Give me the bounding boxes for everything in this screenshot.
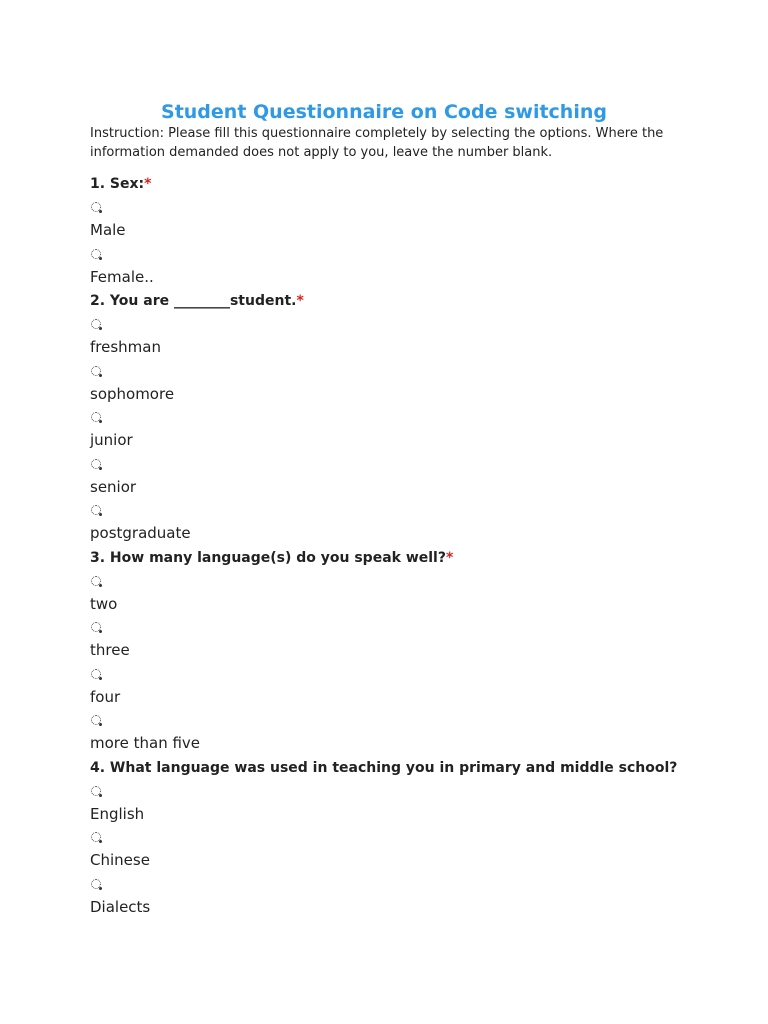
option-label-english: English (90, 804, 145, 823)
option-label-sophomore: sophomore (90, 384, 175, 403)
radio-icon[interactable] (91, 249, 101, 259)
radio-four[interactable] (90, 663, 730, 686)
required-marker: * (144, 176, 152, 192)
option-label-female: Female.. (90, 267, 154, 286)
question-teaching-language (90, 756, 730, 920)
question-label: 4. What language was used in teaching you in primary and middle school? (90, 759, 678, 776)
radio-english[interactable] (90, 780, 730, 803)
radio-icon[interactable] (91, 412, 101, 422)
radio-icon[interactable] (91, 459, 101, 469)
radio-icon[interactable] (91, 786, 101, 796)
radio-icon[interactable] (91, 366, 101, 376)
option-label-four: four (90, 687, 121, 706)
option-label-chinese: Chinese (90, 851, 150, 869)
radio-icon[interactable] (91, 576, 101, 586)
radio-icon[interactable] (91, 202, 101, 212)
radio-icon[interactable] (91, 622, 101, 632)
question-label: 1. Sex:* (90, 176, 152, 192)
required-marker: * (445, 549, 454, 566)
option-label-postgraduate: postgraduate (90, 524, 191, 542)
required-marker: * (296, 293, 304, 309)
radio-two[interactable] (90, 570, 730, 593)
option-label-junior: junior (90, 431, 133, 449)
radio-sophomore[interactable] (90, 360, 730, 383)
radio-icon[interactable] (91, 669, 101, 679)
radio-icon[interactable] (91, 879, 101, 889)
question-sex (90, 172, 730, 289)
radio-three[interactable] (90, 616, 730, 639)
question-label: 2. You are ________student.* (90, 293, 304, 309)
radio-freshman[interactable] (90, 313, 730, 336)
radio-icon[interactable] (91, 715, 101, 725)
option-label-male: Male (90, 221, 126, 239)
question-languages-count (90, 546, 730, 756)
option-label-more-than-five: more than five (90, 734, 201, 752)
radio-postgraduate[interactable] (90, 499, 730, 522)
question-label: 3. How many language(s) do you speak well?* (90, 549, 454, 566)
instruction-text: Instruction: Please fill this questionnaire completely by selecting the options. Where the information demanded does not apply to you, leave the number blank. (90, 126, 664, 160)
radio-icon[interactable] (91, 319, 101, 329)
option-label-senior: senior (90, 477, 137, 496)
radio-female[interactable] (90, 243, 730, 266)
radio-more-than-five[interactable] (90, 709, 730, 732)
radio-dialects[interactable] (90, 873, 730, 896)
radio-icon[interactable] (91, 505, 101, 515)
radio-icon[interactable] (91, 832, 101, 842)
page-title: Student Questionnaire on Code switching (161, 101, 607, 123)
radio-junior[interactable] (90, 406, 730, 429)
question-list (90, 172, 730, 919)
radio-chinese[interactable] (90, 826, 730, 849)
radio-senior[interactable] (90, 453, 730, 476)
option-label-three: three (90, 641, 130, 659)
question-student-year (90, 289, 730, 546)
option-label-two: two (90, 594, 118, 613)
radio-male[interactable] (90, 196, 730, 219)
option-label-freshman: freshman (90, 338, 161, 356)
option-label-dialects: Dialects (90, 897, 151, 916)
